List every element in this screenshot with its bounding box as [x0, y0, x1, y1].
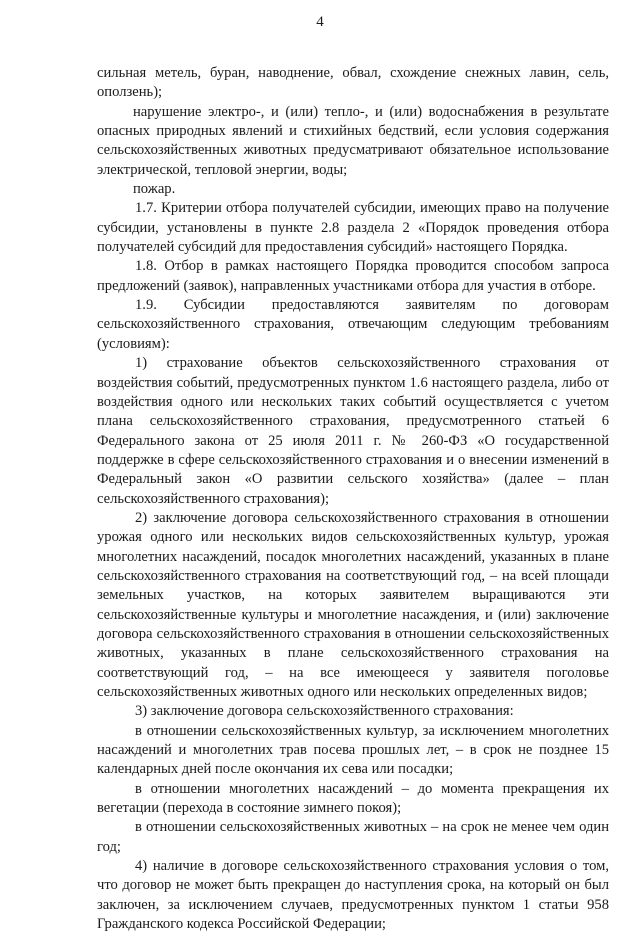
paragraph-1-8: 1.8. Отбор в рамках настоящего Порядка проводится способом запроса предложений (заявок), направленных участниками отбора для участия в отборе. [97, 258, 609, 294]
paragraph-item-2: 2) заключение договора сельскохозяйственного страхования в отношении урожая одного или нескольких видов сельскохозяйственных культур, урожая многолетних насаждений, посадок многолетних насаждений, указанных в плане сельскохозяйственного страхования на соответствующий год, – на всей площади земельных участков, на которых заявителем выращиваются эти сельскохозяйственные культуры и многолетние насаждения, и (или) заключение договора сельскохозяйственного страхования в отношении сельскохозяйственных животных, указанных в плане сельскохозяйственного страхования на соответствующий год, – на все имеющееся у заявителя поголовье сельскохозяйственных животных одного или нескольких определенных видов; [97, 509, 609, 700]
paragraph-utility-disruption: нарушение электро-, и (или) тепло-, и (или) водоснабжения в результате опасных природных явлений и стихийных бедствий, если условия содержания сельскохозяйственных животных предусматривают обязательное использование электрической, тепловой энергии, воды; [97, 103, 609, 178]
paragraph-fire: пожар. [133, 181, 176, 198]
paragraph-continuation: сильная метель, буран, наводнение, обвал, схождение снежных лавин, сель, оползень); [97, 65, 609, 101]
document-body [97, 64, 609, 934]
paragraph-item-3: 3) заключение договора сельскохозяйственного страхования: [135, 703, 514, 720]
page-number: 4 [316, 14, 324, 30]
paragraph-item-1: 1) страхование объектов сельскохозяйственного страхования от воздействия событий, предусмотренных пунктом 1.6 настоящего раздела, либо от воздействия одного или нескольких таких событий осуществляется с учетом плана сельскохозяйственного страхования, предусмотренного статьей 6 Федерального закона от 25 июля 2011 г. № 260-ФЗ «О государственной поддержке в сфере сельскохозяйственного страхования и о внесении изменений в Федеральный закон «О развитии сельского хозяйства» (далее – план сельскохозяйственного страхования); [97, 355, 609, 507]
paragraph-item-3-animals: в отношении сельскохозяйственных животных – на срок не менее чем один год; [97, 819, 609, 855]
paragraph-item-4: 4) наличие в договоре сельскохозяйственного страхования условия о том, что договор не может быть прекращен до наступления срока, на который он был заключен, за исключением случаев, предусмотренных пунктом 1 статьи 958 Гражданского кодекса Российской Федерации; [97, 858, 609, 933]
paragraph-1-7: 1.7. Критерии отбора получателей субсидии, имеющих право на получение субсидии, установлены в пункте 2.8 раздела 2 «Порядок проведения отбора получателей субсидий для предоставления субсидий» настоящего Порядка. [97, 200, 609, 256]
paragraph-1-9: 1.9. Субсидии предоставляются заявителям по договорам сельскохозяйственного страхования, отвечающим следующим требованиям (условиям): [97, 297, 609, 352]
paragraph-item-3-perennials: в отношении многолетних насаждений – до момента прекращения их вегетации (перехода в состояние зимнего покоя); [97, 780, 609, 817]
paragraph-item-3-crops: в отношении сельскохозяйственных культур, за исключением многолетних насаждений и многолетних трав посева прошлых лет, – в срок не позднее 15 календарных дней после окончания их сева или посадки; [97, 722, 609, 778]
